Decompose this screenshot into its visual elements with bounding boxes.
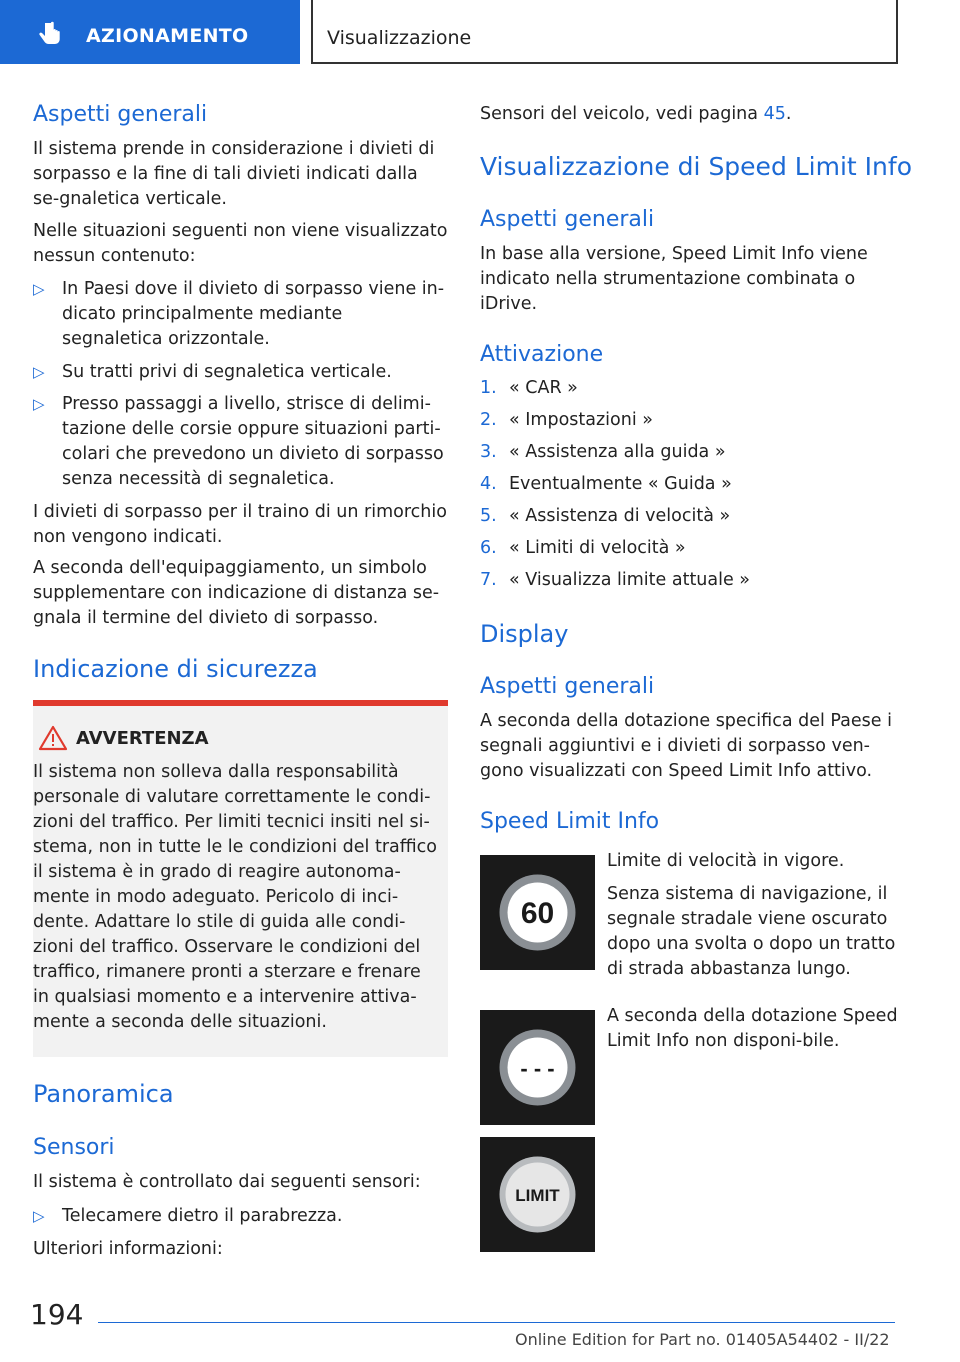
list-item-text: Presso passaggi a livello, strisce di delimi-tazione delle corsie oppure situazioni parti-colari che prevedono un divieto di sorpasso senza necessità di segnaletica.	[62, 394, 444, 489]
paragraph: Il sistema prende in considerazione i divieti di sorpasso e la fine di tali divieti indicati dalla se-gnaletica verticale.	[33, 139, 435, 209]
page-number: 194	[30, 1298, 84, 1331]
page-link[interactable]: 45	[763, 104, 786, 124]
list-item	[33, 360, 448, 385]
triangle-bullet-icon: ▷	[33, 280, 45, 298]
heading-aspetti-generali: Aspetti generali	[480, 207, 655, 232]
step-text: « Visualizza limite attuale »	[509, 570, 751, 590]
step-text: « Impostazioni »	[509, 410, 653, 430]
speed-limit-60-icon	[480, 855, 595, 970]
triangle-bullet-icon: ▷	[33, 363, 45, 381]
paragraph: A seconda della dotazione specifica del Paese i segnali aggiuntivi e i divieti di sorpasso ven-gono visualizzati con Speed Limit Info attivo.	[480, 711, 892, 781]
paragraph: Limite di velocità in vigore.	[607, 851, 845, 871]
heading-aspetti-generali: Aspetti generali	[33, 102, 208, 127]
footer-rule	[98, 1322, 895, 1323]
chapter-title: Visualizzazione	[327, 27, 472, 49]
list-item	[33, 277, 448, 352]
section-tab	[0, 0, 300, 64]
paragraph: Il sistema è controllato dai seguenti sensori:	[33, 1172, 421, 1192]
section-label: AZIONAMENTO	[86, 25, 249, 47]
paragraph: Senza sistema di navigazione, il segnale stradale viene oscurato dopo una svolta o dopo un tratto di strada abbastanza lungo.	[607, 884, 896, 979]
paragraph: In base alla versione, Speed Limit Info viene indicato nella strumentazione combinata o iDrive.	[480, 244, 868, 314]
text: Sensori del veicolo, vedi pagina	[480, 104, 764, 124]
paragraph: A seconda dell'equipaggiamento, un simbolo supplementare con indicazione di distanza se-gnala il termine del divieto di sorpasso.	[33, 558, 440, 628]
speed-limit-unavailable-icon	[480, 1010, 595, 1125]
limit-sign-image	[480, 1137, 595, 1252]
list-item-text: In Paesi dove il divieto di sorpasso viene in-dicato principalmente mediante segnaletica orizzontale.	[62, 279, 445, 349]
heading-indicazione-sicurezza: Indicazione di sicurezza	[33, 655, 318, 683]
list-item	[33, 1204, 448, 1229]
heading-panoramica: Panoramica	[33, 1080, 174, 1108]
heading-visualizzazione-sli: Visualizzazione di Speed Limit Info	[480, 152, 912, 181]
heading-display: Display	[480, 620, 569, 648]
limit-end-icon	[480, 1137, 595, 1252]
speed-value: 60	[520, 897, 555, 930]
warning-text: Il sistema non solleva dalla responsabilità personale di valutare correttamente le condi-zioni del traffico. Per limiti tecnici insiti nel si-stema, non in tutte le le condizioni del traffico il sistema è in grado di reagire autonoma-mente in modo adeguato. Pericolo di inci-dente. Adattare lo stile di guida alle condi-zioni del traffico. Osservare le condizioni del traffico, rimanere pronti a sterzare e frenare in qualsiasi momento e a intervenire attiva-mente a seconda delle situazioni.	[33, 762, 437, 1032]
step-text: « CAR »	[509, 378, 578, 398]
step-number: 2.	[480, 410, 497, 430]
chapter-header	[311, 0, 898, 64]
step-number: 5.	[480, 506, 497, 526]
warning-triangle-icon	[38, 725, 68, 751]
list-item-text: Su tratti privi di segnaletica verticale.	[62, 362, 392, 382]
step-number: 1.	[480, 378, 497, 398]
list-item-text: Telecamere dietro il parabrezza.	[62, 1206, 343, 1226]
hand-pointer-icon	[36, 21, 62, 47]
step-number: 4.	[480, 474, 497, 494]
no-limit-sign-image	[480, 1010, 595, 1125]
step-number: 3.	[480, 442, 497, 462]
sign-limit-label: LIMIT	[515, 1186, 560, 1205]
heading-sensori: Sensori	[33, 1135, 115, 1160]
step-text: « Limiti di velocità »	[509, 538, 686, 558]
step-text: « Assistenza alla guida »	[509, 442, 726, 462]
step-text: Eventualmente « Guida »	[509, 474, 732, 494]
heading-speed-limit-info: Speed Limit Info	[480, 809, 660, 834]
step-number: 6.	[480, 538, 497, 558]
heading-attivazione: Attivazione	[480, 342, 604, 367]
warning-title: AVVERTENZA	[76, 728, 209, 749]
paragraph: I divieti di sorpasso per il traino di un rimorchio non vengono indicati.	[33, 502, 447, 547]
paragraph: A seconda della dotazione Speed Limit Info non disponi-bile.	[607, 1006, 898, 1051]
heading-aspetti-generali: Aspetti generali	[480, 674, 655, 699]
paragraph: Nelle situazioni seguenti non viene visualizzato nessun contenuto:	[33, 221, 448, 266]
triangle-bullet-icon: ▷	[33, 1207, 45, 1225]
triangle-bullet-icon: ▷	[33, 395, 45, 413]
sign-dashes: - - -	[520, 1056, 555, 1081]
step-number: 7.	[480, 570, 497, 590]
speed-sign-image	[480, 855, 595, 970]
paragraph: Ulteriori informazioni:	[33, 1239, 223, 1259]
text: .	[785, 104, 792, 124]
paragraph-sensori-ref	[480, 102, 900, 127]
list-item	[33, 392, 448, 492]
footer-edition: Online Edition for Part no. 01405A54402 - II/22	[515, 1330, 890, 1349]
step-text: « Assistenza di velocità »	[509, 506, 731, 526]
